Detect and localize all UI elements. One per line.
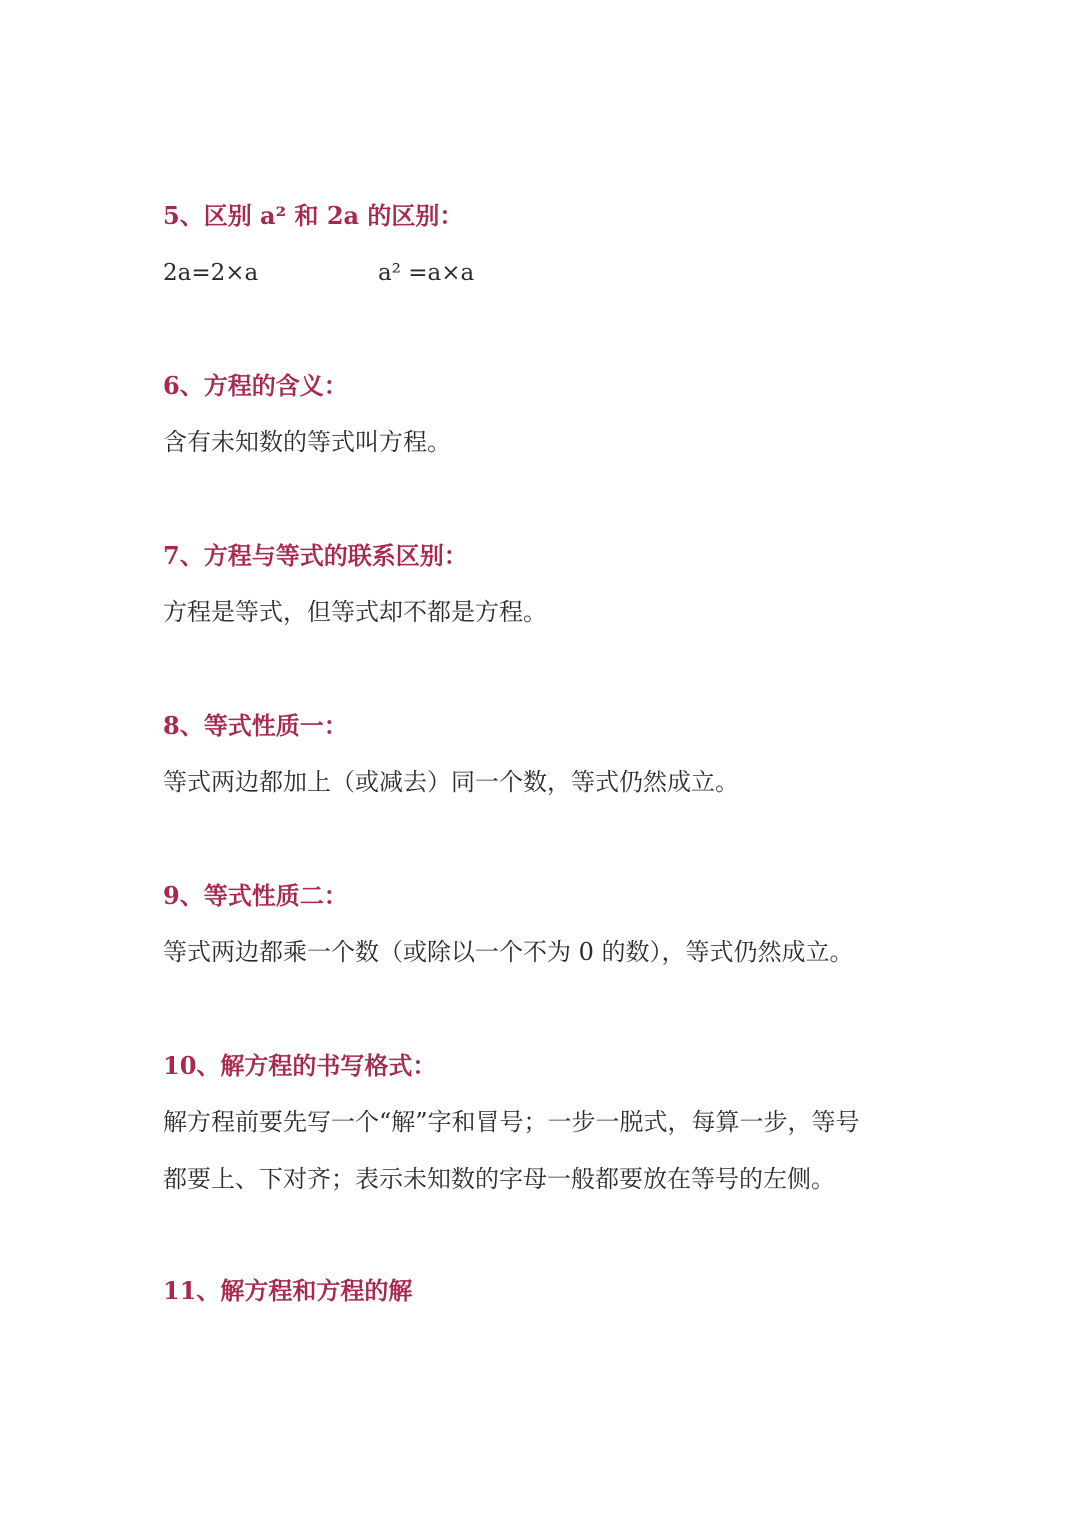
section-8-text: 等式两边都加上（或减去）同一个数，等式仍然成立。 — [163, 768, 739, 796]
section-11-heading: 11、解方程和方程的解 — [163, 1276, 413, 1305]
formula-a-squared: a² =a×a — [378, 260, 475, 286]
section-6-heading: 6、方程的含义： — [163, 371, 348, 400]
section-10-text-line-2: 都要上、下对齐；表示未知数的字母一般都要放在等号的左侧。 — [163, 1165, 835, 1193]
section-10-heading: 10、解方程的书写格式： — [163, 1051, 437, 1080]
section-8-heading: 8、等式性质一： — [163, 711, 348, 740]
section-9-text: 等式两边都乘一个数（或除以一个不为 0 的数），等式仍然成立。 — [163, 938, 854, 966]
section-10-text-line-1: 解方程前要先写一个“解”字和冒号；一步一脱式，每算一步，等号 — [163, 1108, 860, 1136]
section-9-heading: 9、等式性质二： — [163, 881, 348, 910]
section-5-heading: 5、区别 a² 和 2a 的区别： — [163, 201, 464, 230]
section-7-text: 方程是等式，但等式却不都是方程。 — [163, 598, 547, 626]
section-7-heading: 7、方程与等式的联系区别： — [163, 541, 468, 570]
formula-2a: 2a=2×a — [163, 260, 259, 286]
section-6-text: 含有未知数的等式叫方程。 — [163, 428, 451, 456]
